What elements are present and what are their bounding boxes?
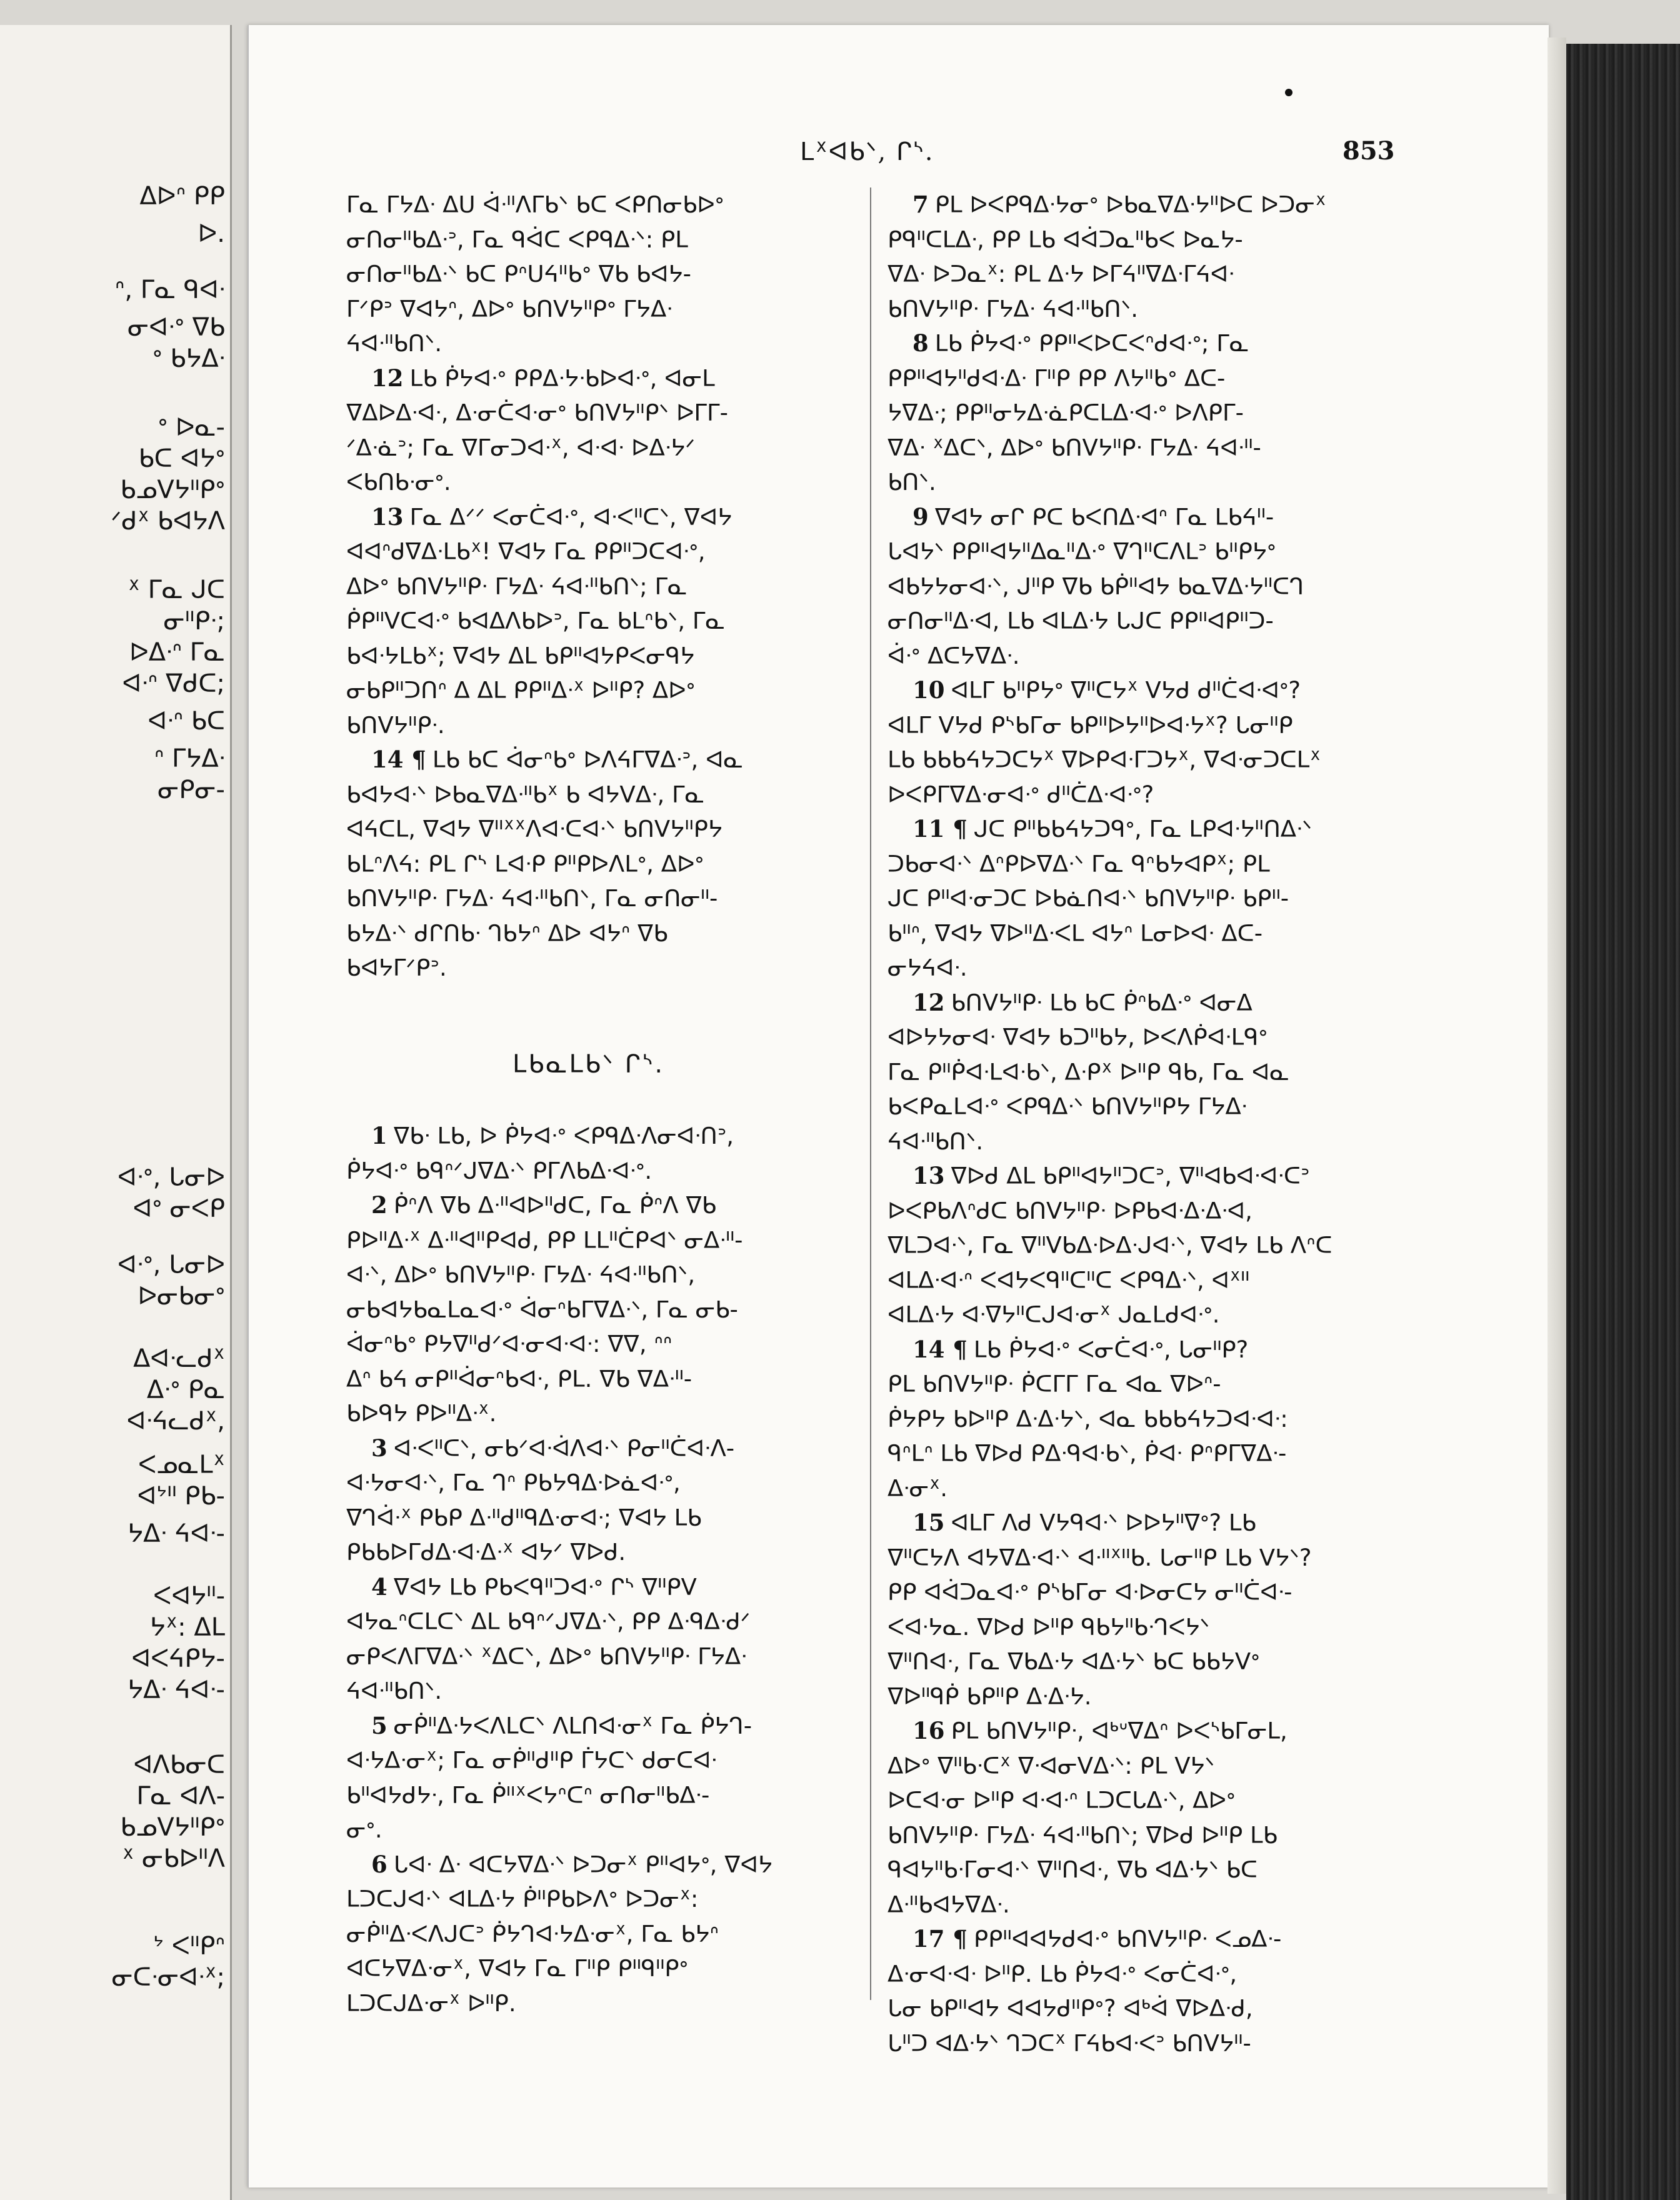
verse-line: ᓂᑎᓂᐦᑲᐃᐧᐣ, ᒥᓇ ᑫᐋᑕ ᐸᑭᑫᐃᐧᐠ: ᑭᒪ — [346, 226, 688, 253]
verse-line: ᑲᑎᐯᔭᐦᑭᐧ ᒥᔭᐃᐧ ᔦᐊᐧᐦᑲᑎᐠ. — [888, 295, 1139, 322]
verse — [346, 500, 871, 743]
verse-first-line — [346, 500, 871, 535]
verse-line: ᑭᑭᐦᐊᔭᐦᑯᐊᐧᐃᐧ ᒥᐦᑭ ᑭᑭ ᐱᔭᐦᑲᐤ ᐃᑕ- — [888, 364, 1226, 392]
left-page-line: ᔭᐃᐧ ᔦᐊᐧ- — [128, 1519, 225, 1548]
left-page-line: ᕽ ᓂᑲᐅᐦᐱ — [122, 1844, 225, 1873]
left-page-line: ᑲᑕ ᐊᔭᐤ — [138, 444, 225, 473]
verse-number: 16 — [912, 1717, 945, 1744]
verse-line: ᓂᑎᓂᐦᑲᐃᐧᐠ ᑲᑕ ᑭᐢᑌᔦᐦᑲᐤ ᐁᑲ ᑲᐊᔭ- — [346, 261, 692, 288]
verse-number: 3 — [371, 1434, 388, 1462]
verse-line: ᑫᐊᔭᐦᑲᐧᒥᓂᐊᐧᐠ ᐁᐦᑎᐊᐧ, ᐁᑲ ᐊᐃᐧᔭᐠ ᑲᑕ — [888, 1856, 1258, 1883]
verse-line: ᓂᑮᐦᐃᐧᐸᐱᒍᑕᐣ ᑮᔭᒉᐊᐧᔭᐃᐧᓂᕽ, ᒥᓇ ᑲᔭᐢ — [346, 1920, 719, 1948]
verse-line: ᑲᑎᐯᔭᐦᑭᐧ. — [346, 711, 445, 739]
verse-line: ᐊᐅᔭᔭᓂᐊᐧ ᐁᐊᔭ ᑲᑐᐦᑲᔭ, ᐅᐸᐱᑮᐊᐧᒪᑫᐤ — [888, 1024, 1268, 1051]
verse-line: ᐸᑲᑎᑲᐧᓂᐤ. — [346, 469, 451, 496]
verse-line: ᐃᐧᓂᕽ. — [888, 1474, 948, 1502]
verse-first-line — [888, 673, 1394, 708]
verse — [346, 1188, 871, 1431]
verse — [346, 188, 871, 361]
verse-number: 2 — [371, 1191, 388, 1219]
verse-line: ᒍᑕ ᑭᐦᑲᑲᔦᔭᑐᑫᐤ, ᒥᓇ ᒪᑭᐊᐧᔭᐦᑎᐃᐧᐠ — [973, 816, 1312, 842]
verse-line: ᑮᔭᑭᔭ ᑲᐅᐦᑭ ᐃᐧᐃᐧᔭᐠ, ᐊᓇ ᑲᑲᑲᔦᔭᑐᐊᐧᐊᐧ: — [888, 1405, 1288, 1432]
verse — [346, 1119, 871, 1188]
verse-line: ᑮᔭᐊᐧᐤ ᑲᑫᐢᐟᒍᐁᐃᐧᐠ ᑭᒥᐱᑲᐃᐧᐊᐧᐤ. — [346, 1157, 652, 1184]
verse-first-line — [346, 1848, 871, 1882]
verse-number: 14 ¶ — [912, 1335, 968, 1363]
verse-number: 8 — [912, 329, 929, 357]
verse-first-line — [346, 1188, 871, 1223]
left-page-line: ᐅᓂᑲᓂᐤ — [138, 1282, 225, 1311]
verse — [888, 673, 1394, 812]
verse-line: ᑲᐸᑭᓇᒪᐊᐧᐤ ᐸᑭᑫᐃᐧᐠ ᑲᑎᐯᔭᐦᑭᔭ ᒥᔭᐃᐧ — [888, 1093, 1248, 1120]
verse-first-line — [346, 1570, 871, 1605]
verse-line: ᐃᐅᐤ ᑲᑎᐯᔭᐦᑭᐧ ᒥᔭᐃᐧ ᔦᐊᐧᐦᑲᑎᐠ; ᒥᓇ — [346, 572, 688, 600]
verse-line: ᓂᔭᔦᐊᐧ. — [888, 954, 968, 981]
verse-first-line — [888, 1714, 1394, 1749]
verse-line: ᐊᔦᑕᒪ, ᐁᐊᔭ ᐁᐦᕽᕽᐱᐊᐧᑕᐊᐧᐠ ᑲᑎᐯᔭᐦᑭᔭ — [346, 816, 723, 842]
verse — [346, 1431, 871, 1570]
left-page-line: ᐟᑯᕽ ᑲᐊᔭᐱ — [111, 507, 225, 536]
book-binding — [1566, 44, 1680, 2200]
page-edge — [1548, 38, 1566, 2194]
verse-line: ᓂᑲᐊᔭᑲᓇᒪᓇᐊᐧᐤ ᐋᓂᐢᑲᒥᐁᐃᐧᐠ, ᒥᓇ ᓂᑲ- — [346, 1296, 738, 1323]
verse-first-line — [888, 500, 1394, 535]
left-page-line: ᐊᐧᐢ ᐁᑯᑕ; — [122, 669, 225, 698]
verse-line: ᑲᐊᔭᒥᐟᑭᐣ. — [346, 954, 447, 981]
verse-line: ᐊᐊᐢᑯᐁᐃᐧᒪᑲᕽ! ᐁᐊᔭ ᒥᓇ ᑭᑭᐦᑐᑕᐊᐧᐤ, — [346, 538, 706, 565]
verse-line: ᒐᐊᐧ ᐃᐧ ᐊᑕᔭᐁᐃᐧᐠ ᐅᑐᓂᕽ ᑭᐦᐊᔭᐤ, ᐁᐊᔭ — [393, 1851, 773, 1878]
verse-line: ᐊᐧᐠ, ᐃᐅᐤ ᑲᑎᐯᔭᐦᑭᐧ ᒥᔭᐃᐧ ᔦᐊᐧᐦᑲᑎᐠ, — [346, 1261, 696, 1288]
verse — [888, 1714, 1394, 1922]
verse-line: ᑲᐦᐢ, ᐁᐊᔭ ᐁᐅᐦᐃᐧᐸᒪ ᐊᔭᐢ ᒪᓂᐅᐊᐧ ᐃᑕ- — [888, 919, 1263, 947]
verse — [888, 326, 1394, 500]
verse-line: ᑫᐢᒪᐢ ᒪᑲ ᐁᐅᑯ ᑭᐃᐧᑫᐊᐧᑲᐠ, ᑮᐊᐧ ᑭᐢᑭᒥᐁᐃᐧ- — [888, 1440, 1287, 1467]
left-page-line: ᓂᑭᓂ- — [158, 776, 225, 804]
verse-line: ᐊᒪᒥ ᑲᐦᑭᔭᐤ ᐁᐦᑕᔭᕽ ᐯᔭᑯ ᑯᐦᑖᐊᐧᐊᐤ? — [951, 677, 1301, 704]
verse-line: ᒍᑕ ᑭᐦᐊᐧᓂᑐᑕ ᐅᑲᓈᑎᐊᐧᐠ ᑲᑎᐯᔭᐦᑭᐧ ᑲᑭᐦ- — [888, 885, 1289, 912]
verse-number: 15 — [912, 1509, 945, 1536]
verse-line: ᑭᒪ ᑲᑎᐯᔭᐦᑭᐧ, ᐊᒃᐡᐁᐃᐢ ᐅᐸᔅᑲᒥᓂᒪ, — [951, 1718, 1288, 1744]
left-page-line: ᐅᐃᐧᐢ ᒥᓇ — [129, 638, 225, 667]
verse-number: 12 — [371, 364, 404, 392]
verse-number: 5 — [371, 1711, 388, 1739]
verse-line: ᒐᓂ ᑲᑭᐦᐊᔭ ᐊᐊᔭᑯᐦᑭᐤ? ᐊᒃᐋ ᐁᐅᐃᐧᑯ, — [888, 1995, 1253, 2022]
verse-line: ᐁᒉᐋᐧᕽ ᑭᑲᑭ ᐃᐧᐦᑯᐦᑫᐃᐧᓂᐊᐧ; ᐁᐊᔭ ᒪᑲ — [346, 1504, 702, 1531]
verse-number: 7 — [912, 191, 929, 218]
verse — [888, 1332, 1394, 1506]
verse-line: ᐁᐊᔭ ᒪᑲ ᑭᑲᐸᑫᐦᑐᐊᐧᐤ ᒋᔅ ᐁᐦᑭᐯ — [393, 1573, 697, 1601]
verse — [888, 1506, 1394, 1714]
verse-number: 6 — [371, 1850, 388, 1878]
verse-line: ᐁᐊᔭ ᓂᒋ ᑭᑕ ᑲᐸᑎᐃᐧᐊᐢ ᒥᓇ ᒪᑲᔦᐦ- — [934, 503, 1274, 531]
verse-line: ᐊᒪᒥ ᐱᑯ ᐯᔭᑫᐊᐧᐠ ᐅᐅᔭᐦᐁᐤ? ᒪᑲ — [951, 1509, 1256, 1536]
left-page-line: ᔾ ᐸᐦᑭᐢ — [153, 1932, 225, 1961]
verse-line: ᑐᑲᓂᐊᐧᐠ ᐃᐢᑭᐅᐁᐃᐧᐠ ᒥᓇ ᑫᐢᑲᔭᐊᑭᕽ; ᑭᒪ — [888, 850, 1270, 878]
verse-first-line — [888, 812, 1394, 847]
verse — [346, 1570, 871, 1709]
verse-line: ᐅᑕᐊᐧᓂ ᐅᐦᑭ ᐊᐧᐊᐧᐢ ᒪᑐᑕᒐᐃᐧᐠ, ᐃᐅᐤ — [888, 1787, 1236, 1814]
verse — [346, 361, 871, 500]
verse-line: ᑲᔭᐃᐧᐠ ᑯᒋᑎᑲᐧ ᒉᑲᔭᐢ ᐃᐅ ᐊᔭᐢ ᐁᑲ — [346, 919, 668, 947]
verse-line: ᒪᑐᑕᒍᐃᐧᓂᕽ ᐅᐦᑭ. — [346, 1989, 516, 2017]
verse-line: ᐁᒪᑐᐊᐧᐠ, ᒥᓇ ᐁᐦᐯᑲᐃᐧᐅᐃᐧᒍᐊᐧᐠ, ᐁᐊᔭ ᒪᑲ ᐱᐢᑕ — [888, 1232, 1332, 1259]
left-page-line: ᓂᑕᐧᓂᐊᐧᕽ; — [111, 1963, 225, 1992]
verse-number: 13 — [371, 502, 404, 531]
left-page-line: ᔭᕽ: ᐃᒪ — [149, 1613, 225, 1642]
verse-number: 14 ¶ — [371, 746, 426, 773]
verse-line: ᔭᐁᐃᐧ; ᑭᑭᐦᓂᔭᐃᐧᓈᑭᑕᒪᐃᐧᐊᐧᐤ ᐅᐱᑭᒥ- — [888, 399, 1244, 426]
verse-first-line — [346, 1119, 871, 1154]
verse — [346, 742, 871, 986]
verse-first-line — [888, 1506, 1394, 1541]
verse-line: ᐊᑲᔭᔭᓂᐊᐧᐠ, ᒍᐦᑭ ᐁᑲ ᑲᑮᐦᐊᔭ ᑲᓇᐁᐃᐧᔭᐦᑕᒉ — [888, 572, 1304, 600]
verse-line: ᐊᔭᓇᐢᑕᒪᑕᐠ ᐃᒪ ᑲᑫᐢᐟᒍᐁᐃᐧᐠ, ᑭᑭ ᐃᐧᑫᐃᐧᑯᐟ — [346, 1608, 751, 1635]
verse-first-line — [346, 361, 871, 396]
verse-line: ᓂᐤ. — [346, 1816, 382, 1843]
verse-line: ᐁᐅᑯ ᐃᒪ ᑲᑭᐦᐊᔭᐦᑐᑕᐣ, ᐁᐦᐊᑲᐊᐧᐊᐧᑕᐣ — [951, 1162, 1310, 1189]
left-page-line: ᓂᐊᐧᐤ ᐁᑲ — [128, 313, 225, 342]
verse-line: ᑲᐅᑫᔭ ᑭᐅᐦᐃᐧᕽ. — [346, 1400, 497, 1427]
left-page-line: ᐃᐧᐤ ᑭᓇ — [146, 1376, 225, 1404]
verse-line: ᑭᒪ ᐅᐸᑭᑫᐃᐧᔭᓂᐤ ᐅᑲᓇᐁᐃᐧᔭᐦᐅᑕ ᐅᑐᓂᕽ — [934, 191, 1326, 218]
verse-first-line — [888, 1332, 1394, 1368]
verse-number: 11 ¶ — [912, 815, 968, 842]
left-column — [346, 188, 871, 986]
verse — [888, 1922, 1394, 2061]
verse-line: ᑭᑭᐦᐊᐊᔭᑯᐊᐧᐤ ᑲᑎᐯᔭᐦᑭᐧ ᐸᓄᐃᐧ- — [973, 1926, 1282, 1952]
left-page-line: ᐢ, ᒥᓇ ᑫᐊᐧ — [114, 276, 225, 304]
verse-line: ᑲᐦᐊᔭᑯᔭᐧ, ᒥᓇ ᑮᐦᕽᐸᔭᐢᑕᐢ ᓂᑎᓂᐦᑲᐃᐧ- — [346, 1781, 710, 1809]
ink-dot — [1285, 89, 1292, 96]
verse-line: ᐊᐧᔭᓂᐊᐧᐠ, ᒥᓇ ᒉᐢ ᑭᑲᔭᑫᐃᐧᐅᓈᐊᐧᐤ, — [346, 1469, 681, 1496]
verse-line: ᒥᓇ ᐃᐟᐟ ᐸᓂᑖᐊᐧᐤ, ᐊᐧᐸᐦᑕᐠ, ᐁᐊᔭ — [409, 503, 732, 531]
verse-number: 1 — [371, 1122, 388, 1149]
verse — [888, 1159, 1394, 1332]
left-page-line: ᔭᐃᐧ ᔦᐊᐧ- — [128, 1676, 225, 1704]
chapter-heading: ᒪᑲᓇᒪᑲᐠ ᒋᔅ. — [512, 1050, 665, 1079]
verse-line: ᑲᑎᐯᔭᐦᑭᐧ ᒥᔭᐃᐧ ᔦᐊᐧᐦᑲᑎᐠ; ᐁᐅᑯ ᐅᐦᑭ ᒪᑲ — [888, 1821, 1278, 1849]
verse-line: ᐋᐧᐤ ᐃᑕᔭᐁᐃᐧ. — [888, 642, 1020, 669]
verse-line: ᐊᐧᔭᐃᐧᓂᕽ; ᒥᓇ ᓂᑮᐦᑯᐦᑭ ᒦᔭᑕᐠ ᑯᓂᑕᐊᐧ — [346, 1747, 717, 1774]
verse-line: ᑮᐢᐱ ᐁᑲ ᐃᐧᐦᐊᐅᐦᑯᑕ, ᒥᓇ ᑮᐢᐱ ᐁᑲ — [393, 1192, 716, 1219]
verse-first-line — [888, 986, 1394, 1021]
verse — [346, 1709, 871, 1848]
verse-first-line — [346, 1709, 871, 1744]
facing-left-page — [0, 25, 232, 2200]
verse-number: 4 — [371, 1572, 388, 1601]
verse — [888, 500, 1394, 674]
verse-line: ᔦᐊᐧᐦᑲᑎᐠ. — [888, 1128, 984, 1155]
verse-line: ᐃᐧᐦᑲᐊᔭᐁᐃᐧ. — [888, 1891, 1010, 1918]
left-page-line: ᑲᓄᐯᔭᐦᑭᐤ — [120, 1813, 225, 1842]
verse-line: ᑭᐅᐦᐃᐧᕽ ᐃᐧᐦᐊᐦᑭᐊᑯ, ᑭᑭ ᒪᒪᐦᑖᑭᐊᐠ ᓂᐃᐧᐦ- — [346, 1226, 743, 1254]
left-page-line: ᐢ ᒥᔭᐃᐧ — [154, 744, 225, 773]
verse-line: ᓂᑎᓂᐦᐃᐧᐊ, ᒪᑲ ᐊᒪᐃᐧᔭ ᒐᒍᑕ ᑭᑭᐦᐊᑭᐦᑐ- — [888, 608, 1274, 634]
verse-line: ᑭᑭ ᐊᐋᑐᓇᐊᐧᐤ ᑭᔅᑲᒥᓂ ᐊᐧᐅᓂᑕᔭ ᓂᐦᑖᐊᐧ- — [888, 1579, 1292, 1606]
left-page-line: ᐊᐧᐢ ᑲᑕ — [148, 707, 225, 736]
verse-line: ᐊᐧᐸᐦᑕᐠ, ᓂᑲᐟᐊᐧᐋᐱᐊᐧᐠ ᑭᓂᐦᑖᐊᐧᐱ- — [393, 1434, 735, 1462]
verse-line: ᑭᑫᐦᑕᒪᐃᐧ, ᑭᑭ ᒪᑲ ᐊᐋᑐᓇᐦᑲᐸ ᐅᓇᔭ- — [888, 226, 1243, 253]
left-page-line: ᐅ. — [198, 219, 225, 248]
verse-line: ᒐᐊᔭᐠ ᑭᑭᐦᐊᔭᐦᐃᓇᐦᐃᐧᐤ ᐁᒉᐦᑕᐱᒪᐣ ᑲᐦᑭᔭᐤ — [888, 538, 1276, 565]
verse-line: ᐋᓂᐢᑲᐤ ᑭᔭᐁᐦᑯᐟᐊᐧᓂᐊᐧᐊᐧ: ᐁᐁ, ᐢᐢ — [346, 1331, 672, 1358]
verse-line: ᐅᐸᑭᑲᐱᐢᑯᑕ ᑲᑎᐯᔭᐦᑭᐧ ᐅᑭᑲᐊᐧᐃᐧᐃᐧᐊ, — [888, 1197, 1252, 1224]
verse-line: ᑭᑲᑲᐅᒥᑯᐃᐧᐊᐧᐃᐧᕽ ᐊᔭᐟ ᐁᐅᑯ. — [346, 1539, 626, 1566]
verse-number: 9 — [912, 502, 929, 531]
verse-line: ᑲᑎᐯᔭᐦᑭᐧ ᒥᔭᐃᐧ ᔦᐊᐧᐦᑲᑎᐠ, ᒥᓇ ᓂᑎᓂᐦ- — [346, 885, 718, 912]
verse-line: ᐃᐧᓂᐊᐧᐊᐧ ᐅᐦᑭ. ᒪᑲ ᑮᔭᐊᐧᐤ ᐸᓂᑖᐊᐧᐤ, — [888, 1960, 1238, 1988]
verse-number: 13 — [912, 1162, 945, 1189]
verse-line: ᑭᒪ ᑲᑎᐯᔭᐦᑭᐧ ᑮᑕᒥᒥ ᒥᓇ ᐊᓇ ᐁᐅᐢ- — [888, 1371, 1221, 1398]
verse-line: ᑲᐊᐧᔭᒪᑲᕽ; ᐁᐊᔭ ᐃᒪ ᑲᑭᐦᐊᔭᑭᐸᓂᑫᔭ — [346, 642, 695, 669]
left-page-line: ᐊᔾᐦ ᑭᑲ- — [137, 1482, 225, 1511]
page-number: 853 — [1342, 136, 1395, 166]
left-column-after-heading — [346, 1119, 871, 2021]
verse-line: ᐁᐃᐧ ᐅᑐᓇᕽ: ᑭᒪ ᐃᐧᔭ ᐅᒥᔦᐦᐁᐃᐧᒥᔦᐊᐧ — [888, 261, 1234, 288]
running-head: ᒪᕽᐊᑲᐠ, ᒋᔅ. — [800, 138, 934, 166]
left-page-line: ᐊᐤ ᓂᐸᑭ — [132, 1194, 225, 1223]
verse — [888, 188, 1394, 326]
verse-line: ᐅᐸᑭᒥᐁᐃᐧᓂᐊᐧᐤ ᑯᐦᑖᐃᐧᐊᐧᐤ? — [888, 781, 1154, 808]
left-page-line: ᓂᐦᑭᐧ; — [163, 607, 225, 636]
verse-first-line — [346, 1431, 871, 1466]
left-page-line: ᐊᐱᑲᓂᑕ — [133, 1751, 225, 1779]
left-page-line: ᑲᓄᐯᔭᐦᑭᐤ — [120, 476, 225, 504]
verse-line: ᐃᐢ ᑲᔦ ᓂᑭᐦᐋᓂᐢᑲᐊᐧ, ᑭᒪ. ᐁᑲ ᐁᐃᐧᐦ- — [346, 1365, 692, 1392]
left-page-line: ᐊᐧᔦᓚᑯᕽ, — [126, 1407, 225, 1436]
verse-line: ᒪᑲ ᑮᔭᐊᐧᐤ ᐸᓂᑖᐊᐧᐤ, ᒐᓂᐦᑭ? — [973, 1336, 1249, 1363]
verse-first-line — [888, 1159, 1394, 1194]
verse-line: ᑲᑎᐯᔭᐦᑭᐧ ᒪᑲ ᑲᑕ ᑮᐢᑲᐃᐧᐤ ᐊᓂᐃ — [951, 989, 1252, 1016]
verse-first-line — [888, 326, 1394, 361]
left-page-line: ᐤ ᐅᓇ- — [158, 413, 225, 442]
verse-number: 17 ¶ — [912, 1925, 968, 1952]
verse-line: ᒪᑲ ᑲᑕ ᐋᓂᐢᑲᐤ ᐅᐱᔦᒥᐁᐃᐧᐣ, ᐊᓇ — [432, 746, 744, 773]
verse-line: ᑲᑎᐠ. — [888, 469, 936, 496]
verse-line: ᐊᒪᐃᐧᔭ ᐊᐧᐁᔭᐦᑕᒍᐊᐧᓂᕽ ᒍᓇᒪᑯᐊᐧᐤ. — [888, 1301, 1220, 1328]
verse — [346, 1848, 871, 2021]
left-page-line: ᕽ ᒥᓇ ᒍᑕ — [128, 576, 225, 604]
verse-first-line — [346, 742, 871, 778]
verse-line: ᒐᐦᑐ ᐊᐃᐧᔭᐠ ᒉᑐᑕᕽ ᒥᔦᑲᐊᐧᐸᐣ ᑲᑎᐯᔭᐦ- — [888, 2029, 1251, 2057]
left-page-line: ᐊᐧᐤ, ᒐᓂᐅ — [118, 1251, 225, 1279]
verse-line: ᐁᐅᐦᑫᑮ ᑲᑭᐦᑭ ᐃᐧᐃᐧᔭ. — [888, 1682, 1092, 1710]
verse-line: ᒪᑲ ᑮᔭᐊᐧᐤ ᑭᑭᐦᐸᐅᑕᐸᐢᑯᐊᐧᐤ; ᒥᓇ — [934, 330, 1249, 357]
verse-line: ᒪᑲ ᑲᑲᑲᔦᔭᑐᑕᔭᕽ ᐁᐅᑭᐊᐧᒥᑐᔭᕽ, ᐁᐊᐧᓂᑐᑕᒪᕽ — [888, 746, 1321, 773]
left-page-line: ᐊᐸᔦᑭᔭ- — [131, 1644, 225, 1673]
left-page-line: ᐃᐅᐢ ᑭᑭ — [139, 182, 225, 211]
verse-line: ᐸᐊᐧᔭᓇ. ᐁᐅᑯ ᐅᐦᑭ ᑫᑲᔭᐦᑲᐧᒉᐸᔭᐠ — [888, 1613, 1210, 1641]
verse-line: ᐁᐃᐅᐃᐧᐊᐧ, ᐃᐧᓂᑖᐊᐧᓂᐤ ᑲᑎᐯᔭᐦᑭᐠ ᐅᒥᒥ- — [346, 399, 728, 426]
verse-line: ᐃᐅᐤ ᐁᐦᑲᐧᑕᕽ ᐁᐧᐊᓂᐯᐃᐧᐠ: ᑭᒪ ᐯᔭᐠ — [888, 1752, 1215, 1779]
verse-first-line — [888, 188, 1394, 222]
verse-number: 10 — [912, 676, 945, 704]
verse-line: ᐊᑕᔭᐁᐃᐧᓂᕽ, ᐁᐊᔭ ᒥᓇ ᒥᐦᑭ ᑭᐦᑫᐦᑭᐤ — [346, 1955, 688, 1982]
left-page-line: ᐃᐊᐧᓚᑯᕽ — [133, 1344, 225, 1373]
verse-line: ᐊᒪᒥ ᐯᔭᑯ ᑭᔅᑲᒥᓂ ᑲᑭᐦᐅᔭᐦᐅᐊᐧᔭᕽ? ᒐᓂᐦᑭ — [888, 711, 1293, 739]
right-column — [888, 188, 1394, 2061]
left-page-line: ᐸᓄᓇᒪᕽ — [138, 1451, 225, 1479]
verse-line: ᒪᑐᑕᒍᐊᐧᐠ ᐊᒪᐃᐧᔭ ᑮᐦᑭᑲᐅᐱᐤ ᐅᑐᓂᕽ: — [346, 1886, 699, 1912]
verse-line: ᒥᓇ ᑭᐦᑮᐊᐧᒪᐊᐧᑲᐠ, ᐃᐧᑭᕽ ᐅᐦᑭ ᑫᑲ, ᒥᓇ ᐊᓇ — [888, 1058, 1289, 1086]
verse-line: ᑮᑭᐦᐯᑕᐊᐧᐤ ᑲᐊᐃᐱᑲᐅᐣ, ᒥᓇ ᑲᒪᐢᑲᐠ, ᒥᓇ — [346, 608, 725, 634]
verse-line: ᒥᓇ ᒥᔭᐃᐧ ᐃᑌ ᐋᐧᐦᐱᒥᑲᐠ ᑲᑕ ᐸᑭᑎᓂᑲᐅᐤ — [346, 191, 724, 218]
verse — [888, 986, 1394, 1159]
verse-line: ᓂᑭᐸᐱᒥᐁᐃᐧᐠ ᕽᐃᑕᐠ, ᐃᐅᐤ ᑲᑎᐯᔭᐦᑭᐧ ᒥᔭᐃᐧ — [346, 1642, 747, 1670]
verse-line: ᔦᐊᐧᐦᑲᑎᐠ. — [346, 1678, 442, 1704]
verse-line: ᐁᐦᑕᔭᐱ ᐊᔭᐁᐃᐧᐊᐧᐠ ᐊᐧᐦᕽᐦᑲ. ᒐᓂᐦᑭ ᒪᑲ ᐯᔭᐠ? — [888, 1544, 1312, 1571]
left-page-line: ᐸᐊᔭᐦ- — [153, 1582, 225, 1611]
verse-line: ᐁᐃᐧ ᕽᐃᑕᐠ, ᐃᐅᐤ ᑲᑎᐯᔭᐦᑭᐧ ᒥᔭᐃᐧ ᔦᐊᐧᐦ- — [888, 434, 1261, 461]
verse-line: ᒪᑲ ᑮᔭᐊᐧᐤ ᑭᑭᐃᐧᔭᐧᑲᐅᐊᐧᐤ, ᐊᓂᒪ — [409, 364, 715, 392]
left-page-line: ᐊᐧᐤ, ᒐᓂᐅ — [118, 1163, 225, 1192]
verse-line: ᐟᐃᐧᓈᐣ; ᒥᓇ ᐁᒥᓂᑐᐊᐧᕽ, ᐊᐧᐊᐧ ᐅᐃᐧᔭᐟ — [346, 434, 696, 461]
left-page-line: ᐤ ᑲᔭᐃᐧ — [152, 344, 225, 373]
verse-line: ᒥᐟᑭᐣ ᐁᐊᔭᐢ, ᐃᐅᐤ ᑲᑎᐯᔭᐦᑭᐤ ᒥᔭᐃᐧ — [346, 295, 672, 322]
verse-line: ᓂᑮᐦᐃᐧᔭᐸᐱᒪᑕᐠ ᐱᒪᑎᐊᐧᓂᕽ ᒥᓇ ᑮᔭᒉ- — [393, 1712, 752, 1739]
left-page-line: ᒥᓇ ᐊᐱ- — [136, 1782, 225, 1811]
verse-line: ᓂᑲᑭᐦᑐᑎᐢ ᐃ ᐃᒪ ᑭᑭᐦᐃᐧᕽ ᐅᐦᑭ? ᐃᐅᐤ — [346, 677, 696, 704]
verse-line: ᑲᐊᔭᐊᐧᐠ ᐅᑲᓇᐁᐃᐧᐦᑲᕽ ᑲ ᐊᔭᐯᐃᐧ, ᒥᓇ — [346, 781, 705, 808]
verse-first-line — [888, 1922, 1394, 1957]
verse-line: ᐊᒪᐃᐧᐊᐧᐢ ᐸᐊᔭᐸᑫᐦᑕᐦᑕ ᐸᑭᑫᐃᐧᐠ, ᐊᕽᐦ — [888, 1266, 1250, 1294]
verse-line: ᔦᐊᐧᐦᑲᑎᐠ. — [346, 330, 442, 357]
verse — [888, 812, 1394, 986]
verse-line: ᐁᑲᐧ ᒪᑲ, ᐅ ᑮᔭᐊᐧᐤ ᐸᑭᑫᐃᐧᐱᓂᐊᐧᑎᐣ, — [393, 1122, 734, 1149]
verse-line: ᑲᒪᐢᐱᔦ: ᑭᒪ ᒋᔅ ᒪᐊᐧᑭ ᑭᐦᑭᐅᐱᒪᐤ, ᐃᐅᐤ — [346, 850, 704, 878]
verse-number: 12 — [912, 988, 945, 1016]
verse-line: ᐁᐦᑎᐊᐧ, ᒥᓇ ᐁᑲᐃᐧᔭ ᐊᐃᐧᔭᐠ ᑲᑕ ᑲᑲᔭᐯᐤ — [888, 1648, 1260, 1675]
